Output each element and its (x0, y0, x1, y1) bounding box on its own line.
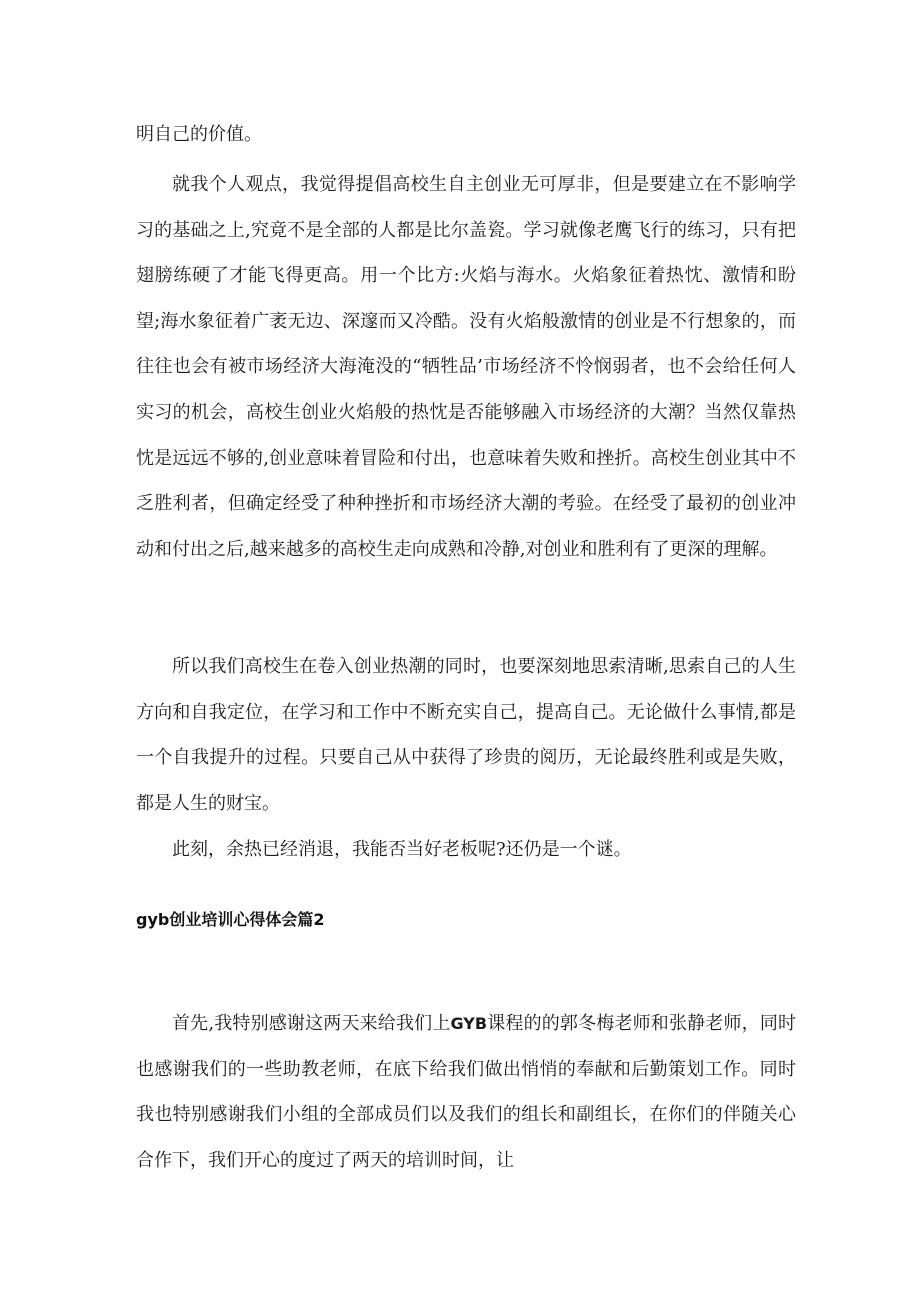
paragraph-thanks (136, 1001, 796, 1183)
paragraph-now (136, 827, 796, 873)
paragraph-personal-view (136, 162, 796, 572)
paragraph-reflection (136, 644, 796, 826)
thanks-text-before: 首先,我特别感谢这两天来给我们上 (172, 1013, 451, 1034)
section-heading (136, 908, 796, 932)
paragraph-thanks-text (136, 1001, 796, 1183)
paragraph-personal-view-text: 就我个人观点，我觉得提倡高校生自主创业无可厚非，但是要建立在不影响学习的基础之上,究竟不是全部的人都是比尔盖瓷。学习就像老鹰飞行的练习，只有把翅膀练硬了才能飞得更高。用一个比方:火焰与海水。火焰象征着热忱、激情和盼望;海水象征着广袤无边、深邃而又冷酷。没有火焰般激情的创业是不行想象的，而往往也会有被市场经济大海淹没的“牺牲品’市场经济不怜悯弱者，也不会给任何人实习的机会，高校生创业火焰般的热忱是否能够融入市场经济的大潮？当然仅靠热忱是远远不够的,创业意味着冒险和付出，也意味着失败和挫折。高校生创业其中不乏胜利者，但确定经受了种种挫折和市场经济大潮的考验。在经受了最初的创业冲动和付出之后,越来越多的高校生走向成熟和冷静,对创业和胜利有了更深的理解。 (136, 174, 796, 560)
paragraph-now-text: 此刻，余热已经消退，我能否当好老板呢?还仍是一个谜。 (172, 839, 632, 860)
gyb-course-name: GYB (450, 1014, 488, 1033)
paragraph-continuation (136, 112, 796, 158)
section-heading-text: gyb创业培训心得体会篇2 (136, 910, 325, 929)
thanks-text-after: 课程的的郭冬梅老师和张静老师，同时也感谢我们的一些助教老师，在底下给我们做出悄悄的奉献和后勤策划工作。同时我也特别感谢我们小组的全部成员们以及我们的组长和副组长，在你们的伴随关心合作下，我们开心的度过了两天的培训时间，让 (136, 1013, 796, 1171)
paragraph-reflection-text: 所以我们高校生在卷入创业热潮的同时，也要深刻地思索清晰,思索自己的人生方向和自我定位，在学习和工作中不断充实自己，提高自己。无论做什么事情,都是一个自我提升的过程。只要自己从中获得了珍贵的阅历，无论最终胜利或是失败，都是人生的财宝。 (136, 656, 796, 814)
paragraph-continuation-text: 明自己的价值。 (136, 124, 262, 145)
